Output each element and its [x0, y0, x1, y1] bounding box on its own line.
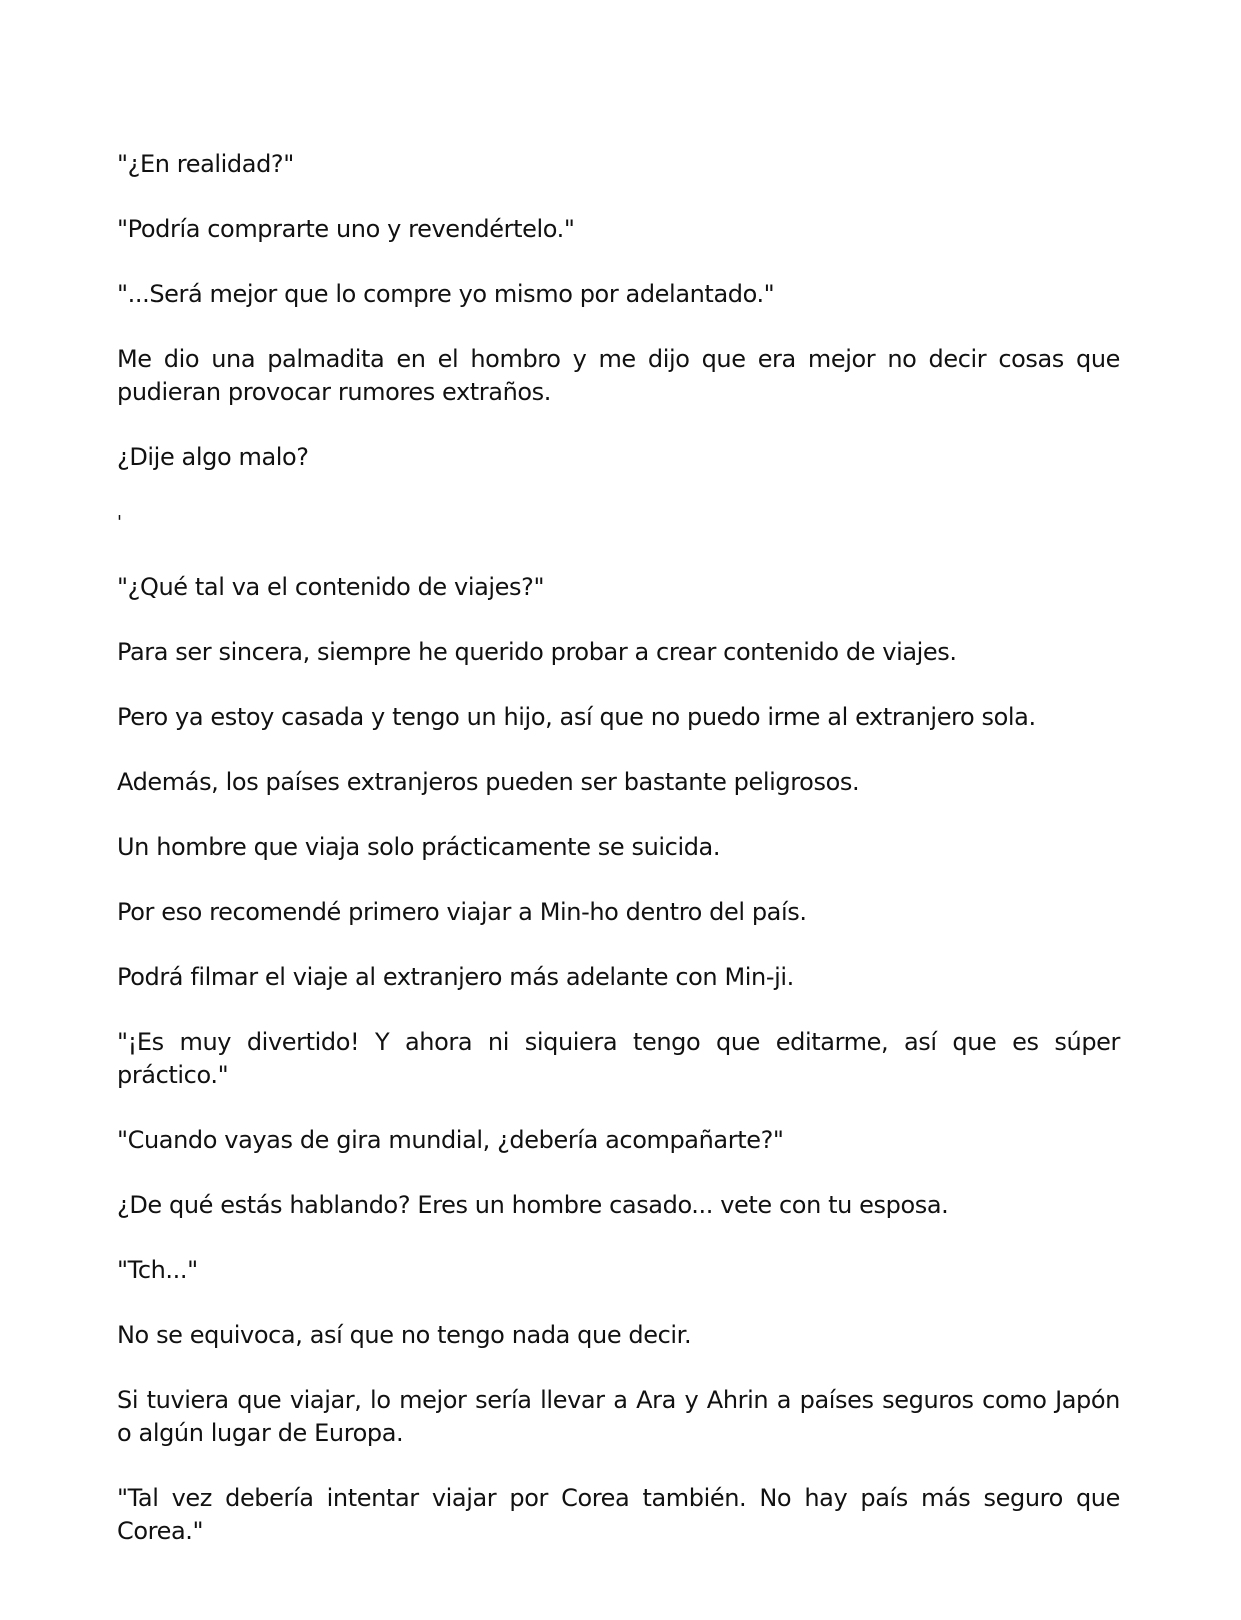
paragraph: Pero ya estoy casada y tengo un hijo, así que no puedo irme al extranjero sola. — [117, 703, 1036, 731]
paragraph: "Tal vez debería intentar viajar por Corea también. No hay país más seguro que Corea." — [117, 1484, 1120, 1545]
paragraph: "Podría comprarte uno y revendértelo." — [117, 215, 575, 243]
paragraph: ¿De qué estás hablando? Eres un hombre casado... vete con tu esposa. — [117, 1191, 949, 1219]
scene-break-mark: ' — [117, 512, 122, 533]
paragraph: Me dio una palmadita en el hombro y me dijo que era mejor no decir cosas que pudieran provocar rumores extraños. — [117, 345, 1120, 406]
paragraph: "...Será mejor que lo compre yo mismo por adelantado." — [117, 280, 775, 308]
paragraph: Además, los países extranjeros pueden ser bastante peligrosos. — [117, 768, 860, 796]
paragraph: "Tch..." — [117, 1256, 198, 1284]
paragraph: "¿Qué tal va el contenido de viajes?" — [117, 573, 545, 601]
paragraph: "¡Es muy divertido! Y ahora ni siquiera tengo que editarme, así que es súper práctico." — [117, 1028, 1120, 1089]
paragraph: Si tuviera que viajar, lo mejor sería llevar a Ara y Ahrin a países seguros como Japón o algún lugar de Europa. — [117, 1386, 1120, 1447]
paragraph: Para ser sincera, siempre he querido probar a crear contenido de viajes. — [117, 638, 957, 666]
paragraph: ¿Dije algo malo? — [117, 443, 309, 471]
paragraph: Por eso recomendé primero viajar a Min-ho dentro del país. — [117, 898, 807, 926]
paragraph: "¿En realidad?" — [117, 150, 294, 178]
document-body — [117, 148, 1120, 1580]
paragraph: "Cuando vayas de gira mundial, ¿debería acompañarte?" — [117, 1126, 784, 1154]
paragraph: No se equivoca, así que no tengo nada que decir. — [117, 1321, 692, 1349]
paragraph: Podrá filmar el viaje al extranjero más adelante con Min-ji. — [117, 963, 794, 991]
paragraph: Un hombre que viaja solo prácticamente se suicida. — [117, 833, 721, 861]
